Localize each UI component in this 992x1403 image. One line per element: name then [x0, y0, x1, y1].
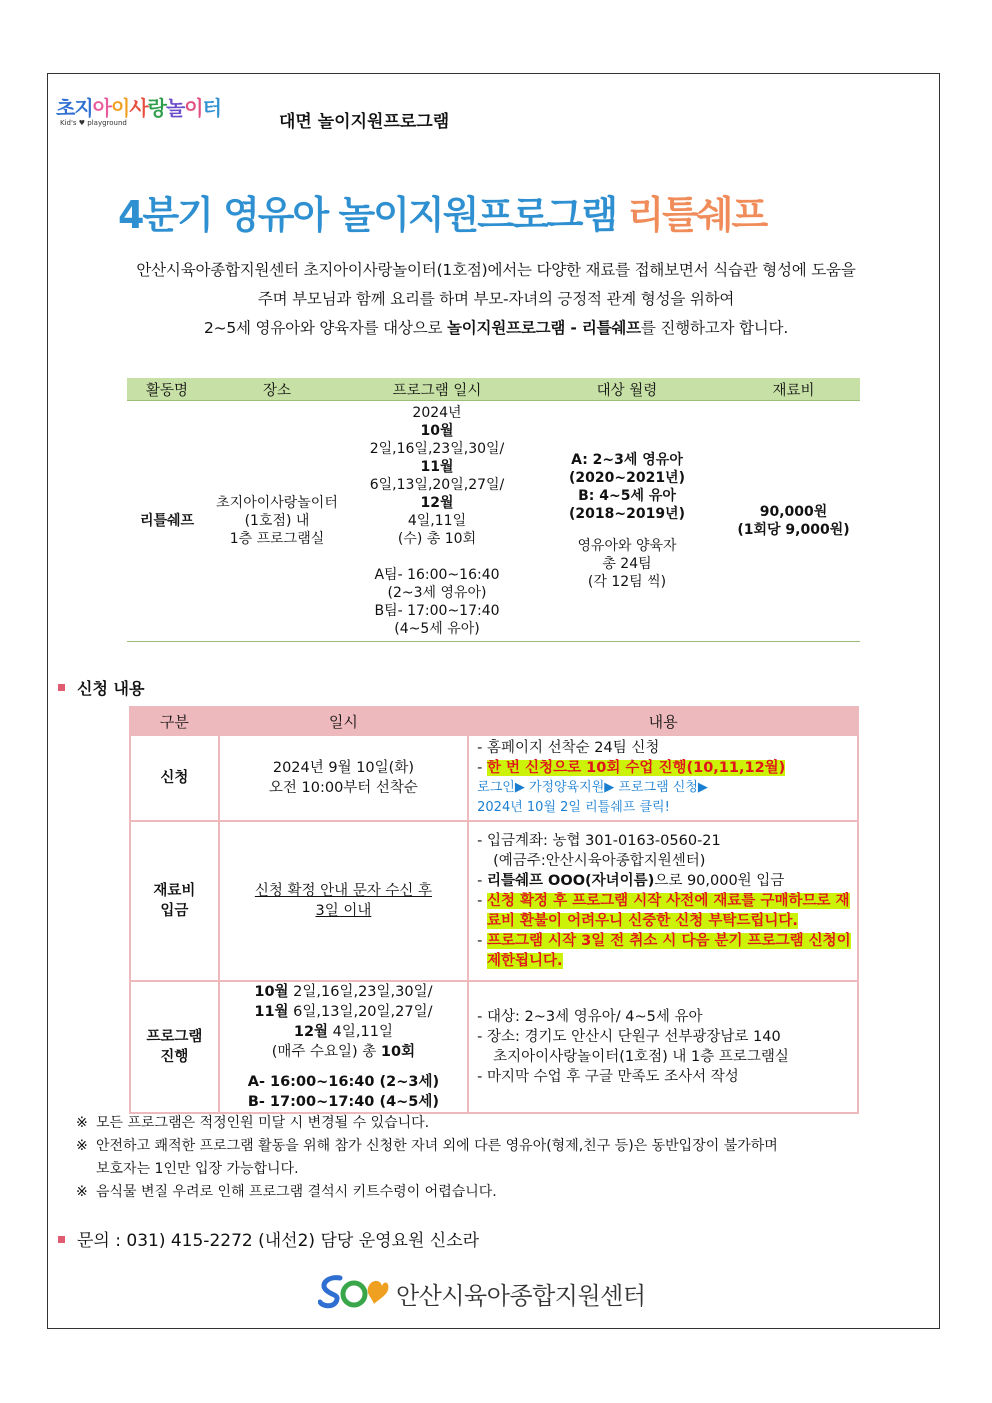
logo-wordmark — [56, 92, 271, 121]
payment-dash: - — [477, 893, 487, 909]
payment-amount-text: 으로 90,000원 입금 — [654, 873, 785, 889]
bullet-square-icon — [58, 684, 65, 691]
schedule-year: 2024년 — [412, 405, 462, 421]
apply-date-2: 오전 10:00부터 선착순 — [268, 780, 418, 796]
intro-line-3 — [60, 314, 932, 343]
title-main: 4분기 영유아 놀이지원프로그램 — [118, 193, 628, 237]
program-nov: 11월 — [254, 1004, 289, 1020]
schedule-team-b-age: (4~5세 유아) — [394, 621, 480, 637]
logo-char: 이 — [110, 96, 130, 120]
logo-char: 놀 — [165, 96, 185, 120]
center-name: 안산시육아종합지원센터 — [396, 1282, 646, 1310]
target-b: B: 4~5세 유아 — [578, 488, 676, 504]
apply-content-1: - 홈페이지 선착순 24팀 신청 — [477, 740, 660, 756]
title-accent: 리틀쉐프 — [627, 193, 767, 237]
program-survey: - 마지막 수업 후 구글 만족도 조사서 작성 — [477, 1069, 739, 1085]
program-time-b: B- 17:00~17:40 (4~5세) — [247, 1094, 440, 1110]
intro-line-3c: 를 진행하고자 합니다. — [640, 319, 789, 337]
program-label-2: 진행 — [160, 1049, 189, 1065]
program-nov-days: 6일,13일,20일,27일/ — [288, 1004, 433, 1020]
program-label-1: 프로그램 — [146, 1029, 203, 1045]
program-dec: 12월 — [293, 1024, 329, 1040]
note-1-text: 모든 프로그램은 적정인원 미달 시 변경될 수 있습니다. — [96, 1115, 430, 1131]
note-mark: ※ — [76, 1115, 88, 1131]
target-a: A: 2~3세 영유아 — [571, 452, 683, 468]
schedule-team-a-age: (2~3세 영유아) — [387, 585, 487, 601]
intro-program-name: 놀이지원프로그램 - 리틀쉐프 — [447, 319, 641, 337]
notes — [76, 1112, 778, 1204]
schedule-team-b: B팀- 17:00~17:40 — [374, 603, 500, 619]
apply-highlight: 한 번 신청으로 10회 수업 진행(10,11,12월) — [486, 760, 786, 776]
intro-line-1: 안산시육아종합지원센터 초지아이사랑놀이터(1호점)에서는 다양한 재료를 접해보면서 식습관 형성에 도움을 — [136, 261, 856, 279]
col-header-place: 장소 — [207, 378, 347, 401]
place-line-1: 초지아이사랑놀이터 — [216, 495, 338, 511]
apply-date — [219, 735, 468, 821]
note-3-text: 음식물 변질 우려로 인해 프로그램 결석시 키트수령이 어렵습니다. — [96, 1184, 497, 1200]
payment-date — [219, 821, 468, 981]
fee-total: 90,000원 — [759, 504, 828, 520]
apply-table — [129, 706, 859, 1114]
cell-fee — [727, 401, 860, 642]
schedule-nov: 11월 — [420, 459, 454, 475]
col-header-date: 일시 — [219, 707, 468, 735]
schedule-oct-days: 2일,16일,23일,30일/ — [369, 441, 505, 457]
cell-schedule — [347, 401, 527, 642]
target-teams: 총 24팀 — [602, 556, 652, 572]
cancel-warning: 프로그램 시작 3일 전 취소 시 다음 분기 프로그램 신청이 제한됩니다. — [486, 933, 851, 969]
program-address: - 장소: 경기도 안산시 단원구 선부광장남로 140 — [477, 1029, 781, 1045]
cell-place — [207, 401, 347, 642]
program-label — [130, 981, 219, 1113]
table-row-program — [130, 981, 858, 1113]
intro-line-3a: 2~5세 영유아와 양육자를 대상으로 — [203, 319, 448, 337]
payment-account: - 입금계좌: 농협 301-0163-0560-21 — [477, 833, 721, 849]
payment-dash: - — [477, 933, 487, 949]
payment-date-2: 3일 이내 — [315, 903, 372, 919]
payment-label-2: 입금 — [160, 903, 189, 919]
program-room: 초지아이사랑놀이터(1호점) 내 1층 프로그램실 — [493, 1049, 789, 1065]
schedule-team-a: A팀- 16:00~16:40 — [374, 567, 500, 583]
note-1 — [76, 1112, 778, 1135]
target-b-years: (2018~2019년) — [569, 506, 685, 522]
col-header-activity: 활동명 — [127, 378, 207, 401]
target-a-years: (2020~2021년) — [569, 470, 685, 486]
program-weekly: (매주 수요일) 총 — [271, 1044, 381, 1060]
logo-char: 이 — [184, 96, 203, 120]
apply-heading-text: 신청 내용 — [77, 679, 145, 698]
fee-per-session: (1회당 9,000원) — [737, 522, 850, 538]
apply-click-instruction: 2024년 10월 2일 리틀쉐프 클릭! — [477, 800, 670, 815]
logo-char: 초 — [56, 96, 75, 120]
apply-content — [468, 735, 858, 821]
activity-name: 리틀쉐프 — [139, 513, 195, 529]
program-total: 10회 — [380, 1044, 416, 1060]
schedule-dec-days: 4일,11일 — [407, 513, 467, 529]
logo-char: 터 — [202, 96, 221, 120]
col-header-schedule: 프로그램 일시 — [347, 378, 527, 401]
apply-label — [130, 735, 219, 821]
payment-label — [130, 821, 219, 981]
table-row-apply — [130, 735, 858, 821]
logo-char: 아 — [92, 96, 111, 120]
col-header-category: 구분 — [130, 707, 219, 735]
program-dec-days: 4일,11일 — [328, 1024, 393, 1040]
payment-label-1: 재료비 — [153, 883, 196, 899]
schedule-nov-days: 6일,13일,20일,27일/ — [369, 477, 505, 493]
program-oct-days: 2일,16일,23일,30일/ — [288, 984, 433, 1000]
apply-date-1: 2024년 9월 10일(화) — [272, 760, 414, 776]
apply-heading — [58, 676, 144, 699]
logo-char: 지 — [74, 96, 93, 120]
col-header-content: 내용 — [468, 707, 858, 735]
note-mark: ※ — [76, 1184, 88, 1200]
cell-target — [527, 401, 727, 642]
contact-text: 문의 : 031) 415-2272 (내선2) 담당 운영요원 신소라 — [77, 1231, 480, 1251]
note-3 — [76, 1181, 778, 1204]
brand-logo — [56, 92, 271, 134]
place-line-3: 1층 프로그램실 — [229, 531, 325, 547]
page-title — [118, 184, 766, 239]
target-each: (각 12팀 씩) — [587, 574, 667, 590]
col-header-target: 대상 월령 — [527, 378, 727, 401]
program-target: - 대상: 2~3세 영유아/ 4~5세 유아 — [477, 1009, 703, 1025]
program-oct: 10월 — [254, 984, 289, 1000]
apply-nav-path: 로그인▶ 가정양육지원▶ 프로그램 신청▶ — [477, 780, 708, 795]
logo-char: 랑 — [147, 96, 166, 120]
target-pair: 영유아와 양육자 — [577, 538, 677, 554]
schedule-dec: 12월 — [420, 495, 454, 511]
note-2 — [76, 1135, 778, 1158]
program-time-a: A- 16:00~16:40 (2~3세) — [247, 1074, 440, 1090]
payment-dash: - — [477, 873, 487, 889]
refund-warning: 신청 확정 후 프로그램 시작 사전에 재료를 구매하므로 재료비 환불이 어려우니 신중한 신청 부탁드립니다. — [486, 893, 850, 929]
schedule-oct: 10월 — [420, 423, 454, 439]
payment-content — [468, 821, 858, 981]
payment-date-1: 신청 확정 안내 문자 수신 후 — [254, 883, 432, 899]
header-label: 대면 놀이지원프로그램 — [279, 112, 450, 132]
logo-char: 사 — [129, 96, 148, 120]
program-content — [468, 981, 858, 1113]
center-logo-icon — [318, 1272, 390, 1312]
program-table — [127, 378, 860, 642]
note-mark: ※ — [76, 1138, 88, 1154]
col-header-fee: 재료비 — [727, 378, 860, 401]
program-date — [219, 981, 468, 1113]
cell-activity — [127, 401, 207, 642]
note-2-text-a: 안전하고 쾌적한 프로그램 활동을 위해 참가 신청한 자녀 외에 다른 영유아(형제,친구 등)은 동반입장이 불가하며 — [96, 1138, 778, 1154]
payment-depositor-format: 리틀쉐프 OOO(자녀이름) — [486, 873, 655, 889]
schedule-total: (수) 총 10회 — [397, 531, 477, 547]
note-2b — [76, 1158, 778, 1181]
logo-subtitle: Kid's ♥ playground — [60, 119, 127, 127]
table-row-payment — [130, 821, 858, 981]
intro-paragraph — [60, 256, 932, 343]
note-2-text-b: 보호자는 1인만 입장 가능합니다. — [96, 1161, 299, 1177]
contact-line — [58, 1226, 479, 1251]
payment-holder: (예금주:안산시육아종합지원센터) — [493, 853, 706, 869]
intro-line-2: 주며 부모님과 함께 요리를 하며 부모-자녀의 긍정적 관계 형성을 위하여 — [257, 290, 735, 308]
bullet-square-icon — [58, 1236, 65, 1243]
apply-dash: - — [477, 760, 487, 776]
place-line-2: (1호점) 내 — [244, 513, 310, 529]
apply-label-text: 신청 — [160, 770, 189, 786]
